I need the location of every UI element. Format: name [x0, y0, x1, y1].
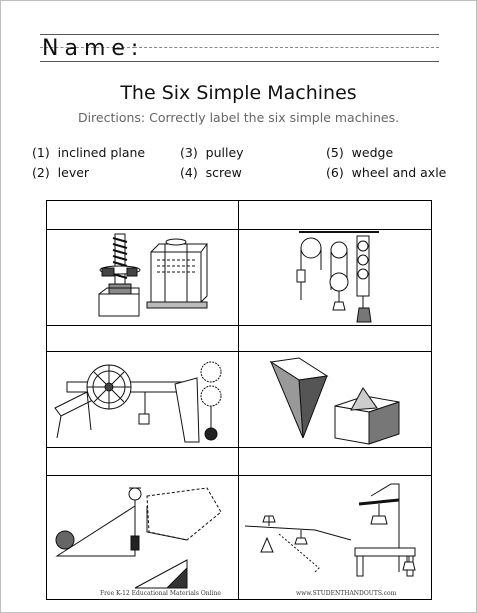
footer-left-credit: Free K-12 Educational Materials Online [100, 590, 221, 597]
screw-press-illustration [47, 230, 238, 325]
choice-wheel-and-axle [326, 165, 446, 180]
lever-drawing [239, 476, 432, 600]
worksheet-directions: Directions: Correctly label the six simple machines. [77, 110, 400, 125]
answer-blank-4[interactable] [239, 326, 432, 351]
choice-label: pulley [205, 145, 244, 160]
answer-blank-3[interactable] [47, 326, 238, 351]
choice-screw [180, 165, 242, 180]
pulley-system-drawing [239, 230, 432, 325]
choice-label: lever [57, 165, 90, 180]
choice-number: (3) [180, 145, 198, 160]
choice-label: wedge [351, 145, 394, 160]
footer-right-url[interactable]: www.STUDENTHANDOUTS.com [296, 590, 397, 597]
screw-press-drawing [47, 230, 238, 325]
choice-number: (6) [326, 165, 344, 180]
choice-number: (2) [32, 165, 50, 180]
choice-number: (1) [32, 145, 50, 160]
worksheet-title: The Six Simple Machines [120, 82, 357, 104]
choice-pulley [180, 145, 244, 160]
choice-inclined-plane [32, 145, 145, 160]
pulley-system-illustration [239, 230, 432, 325]
choice-label: wheel and axle [351, 165, 447, 180]
choice-label: inclined plane [57, 145, 146, 160]
wedge-drawing [239, 352, 432, 447]
name-label: Name: [42, 36, 145, 61]
wheel-and-axle-illustration [47, 352, 238, 447]
choice-lever [32, 165, 89, 180]
choice-label: screw [205, 165, 242, 180]
choice-number: (5) [326, 145, 344, 160]
lever-illustration [239, 476, 432, 600]
inclined-plane-drawing [47, 476, 238, 600]
inclined-plane-illustration [47, 476, 238, 600]
choice-number: (4) [180, 165, 198, 180]
answer-blank-2[interactable] [239, 201, 432, 229]
choice-wedge [326, 145, 393, 160]
wedge-illustration [239, 352, 432, 447]
answer-blank-5[interactable] [47, 448, 238, 475]
wheel-and-axle-drawing [47, 352, 238, 447]
name-writing-lines[interactable] [134, 34, 439, 62]
answer-grid [46, 200, 432, 600]
answer-blank-6[interactable] [239, 448, 432, 475]
answer-blank-1[interactable] [47, 201, 238, 229]
